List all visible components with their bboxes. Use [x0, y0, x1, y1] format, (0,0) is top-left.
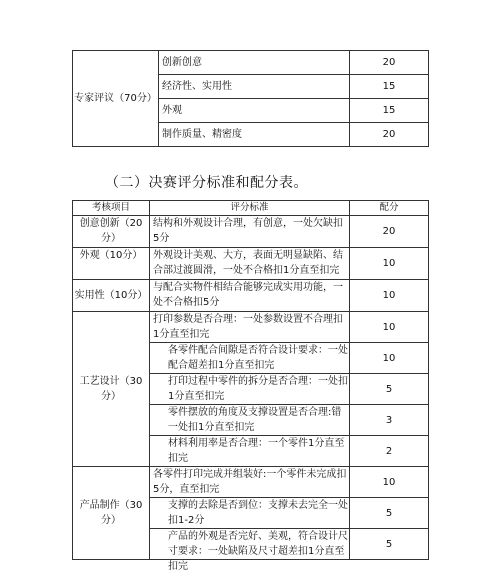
item-cell: 外观（10分）	[73, 248, 150, 280]
item-cell: 创新创意	[159, 51, 350, 75]
score-cell: 2	[350, 436, 429, 467]
criterion-cell: 外观设计美观、大方，表面无明显缺陷、结合部过渡圆滑，一处不合格扣1分直至扣完	[150, 248, 350, 280]
criterion-cell: 打印过程中零件的拆分是否合理：一处扣1分直至扣完	[150, 374, 350, 405]
score-cell: 15	[350, 75, 429, 99]
table-row	[73, 248, 429, 280]
criterion-cell: 与配合实物件相结合能够完成实用功能，一处不合格扣5分	[150, 280, 350, 312]
score-cell: 10	[350, 248, 429, 280]
criterion-cell: 支撑的去除是否到位：支撑未去完全一处扣1-2分	[150, 498, 350, 529]
criterion-cell: 打印参数是否合理：一处参数设置不合理扣1分直至扣完	[150, 312, 350, 343]
header-item: 考核项目	[73, 201, 150, 216]
criterion-cell: 结构和外观设计合理，有创意，一处欠缺扣5分	[150, 216, 350, 248]
expert-review-table	[72, 50, 429, 147]
item-cell: 产品制作（30分）	[73, 467, 150, 560]
score-cell: 10	[350, 467, 429, 498]
group-label: 专家评议（70分）	[73, 51, 159, 147]
header-score: 配分	[350, 201, 429, 216]
score-cell: 3	[350, 405, 429, 436]
criterion-cell: 材料利用率是否合理：一个零件1分直至扣完	[150, 436, 350, 467]
item-cell: 制作质量、精密度	[159, 123, 350, 147]
table-row	[73, 312, 429, 343]
score-cell: 15	[350, 99, 429, 123]
score-cell: 20	[350, 123, 429, 147]
section-title: （二）决赛评分标准和配分表。	[105, 175, 308, 191]
final-scoring-table	[72, 200, 429, 572]
score-cell: 5	[350, 529, 429, 560]
item-cell: 工艺设计（30分）	[73, 312, 150, 467]
table-row	[73, 467, 429, 498]
item-cell: 经济性、实用性	[159, 75, 350, 99]
score-cell: 5	[350, 374, 429, 405]
score-cell: 10	[350, 343, 429, 374]
score-cell: 10	[350, 312, 429, 343]
header-criterion: 评分标准	[150, 201, 350, 216]
score-cell: 20	[350, 216, 429, 248]
table-row	[73, 280, 429, 312]
criterion-cell: 产品的外观是否完好、美观，符合设计尺寸要求：一处缺陷及尺寸超差扣1分直至扣完	[150, 529, 350, 560]
criterion-cell: 各零件配合间隙是否符合设计要求：一处配合超差扣1分直至扣完	[150, 343, 350, 374]
table-header-row	[73, 201, 429, 216]
item-cell: 创意创新（20分）	[73, 216, 150, 248]
criterion-cell: 各零件打印完成并组装好:一个零件未完成扣5分，直至扣完	[150, 467, 350, 498]
table-row	[73, 216, 429, 248]
item-cell: 实用性（10分）	[73, 280, 150, 312]
score-cell: 10	[350, 280, 429, 312]
item-cell: 外观	[159, 99, 350, 123]
score-cell: 20	[350, 51, 429, 75]
criterion-cell: 零件摆放的角度及支撑设置是否合理:错一处扣1分直至扣完	[150, 405, 350, 436]
score-cell: 5	[350, 498, 429, 529]
